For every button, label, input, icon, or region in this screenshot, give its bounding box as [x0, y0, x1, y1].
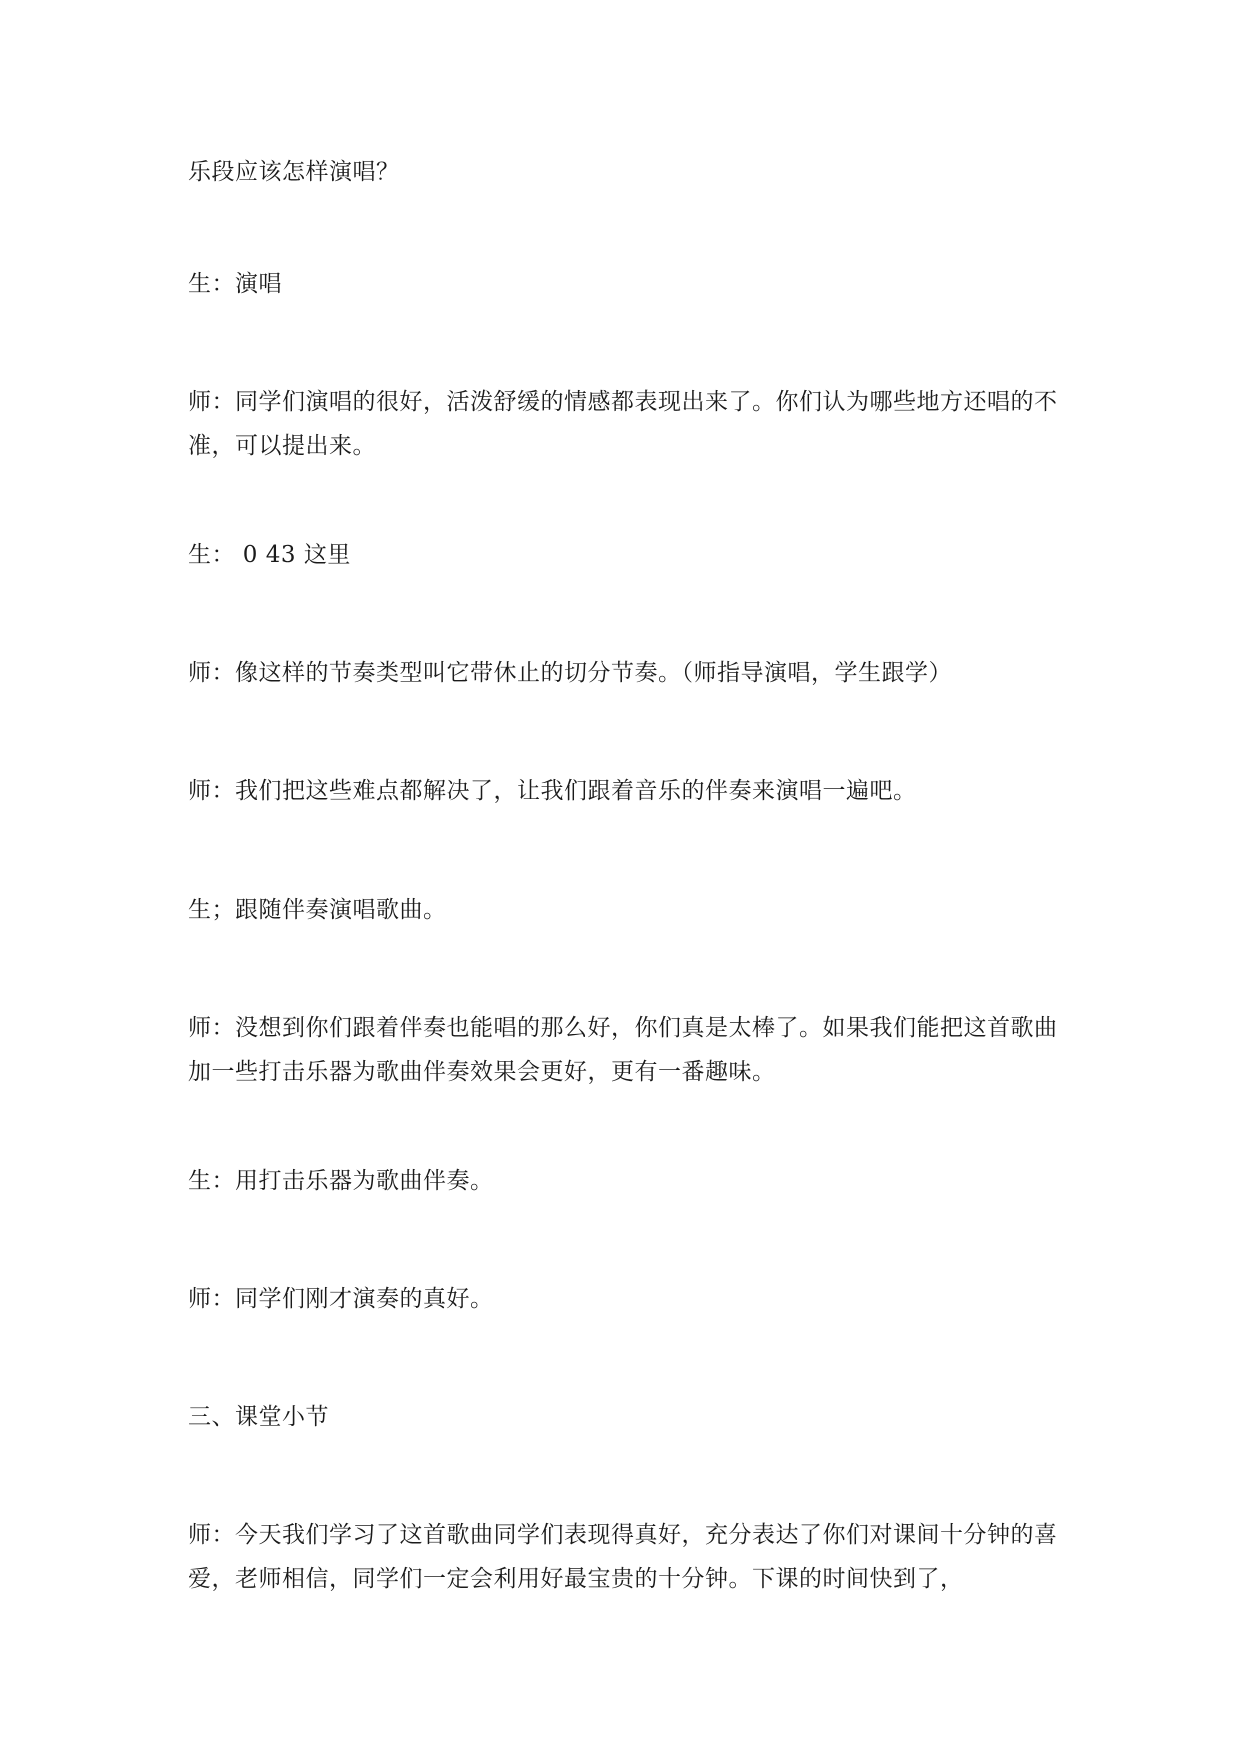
paragraph-3: 师：同学们演唱的很好，活泼舒缓的情感都表现出来了。你们认为哪些地方还唱的不准，可以提出来。	[188, 389, 1058, 459]
paragraph-8: 师：没想到你们跟着伴奏也能唱的那么好，你们真是太棒了。如果我们能把这首歌曲加一些打击乐器为歌曲伴奏效果会更好，更有一番趣味。	[188, 1015, 1058, 1085]
paragraph-5: 师：像这样的节奏类型叫它带休止的切分节奏。（师指导演唱，学生跟学）	[188, 660, 952, 686]
paragraph-1: 乐段应该怎样演唱？	[188, 159, 400, 185]
paragraph-2: 生：演唱	[188, 271, 282, 297]
paragraph-6: 师：我们把这些难点都解决了，让我们跟着音乐的伴奏来演唱一遍吧。	[188, 778, 917, 804]
paragraph-10: 师：同学们刚才演奏的真好。	[188, 1286, 494, 1312]
paragraph-7: 生；跟随伴奏演唱歌曲。	[188, 897, 447, 923]
paragraph-9: 生：用打击乐器为歌曲伴奏。	[188, 1168, 494, 1194]
section-heading: 三、课堂小节	[188, 1404, 329, 1430]
paragraph-11: 师：今天我们学习了这首歌曲同学们表现得真好，充分表达了你们对课间十分钟的喜爱，老师相信，同学们一定会利用好最宝贵的十分钟。下课的时间快到了，	[188, 1522, 1058, 1592]
paragraph-4: 生： 0 43 这里	[188, 542, 351, 568]
